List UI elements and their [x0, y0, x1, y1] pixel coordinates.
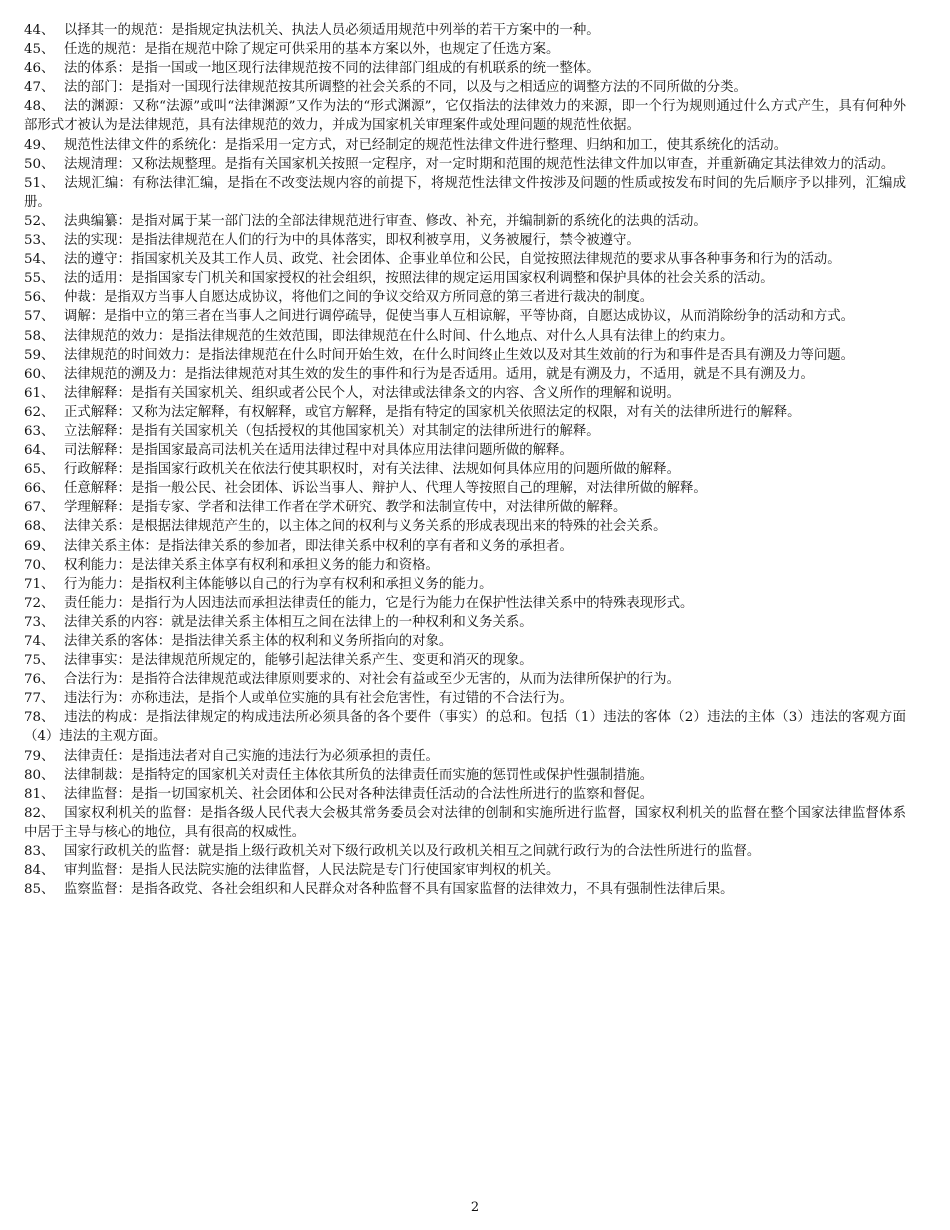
entry-text: 监察监督：是指各政党、各社会组织和人民群众对各种监督不具有国家监督的法律效力，不具有强制性法律后果。	[64, 882, 734, 898]
definition-entry	[24, 861, 906, 880]
definition-entry	[24, 250, 906, 269]
entry-number: 71、	[24, 576, 55, 592]
entry-text: 法律监督：是指一切国家机关、社会团体和公民对各种法律责任活动的合法性所进行的监察和督促。	[64, 786, 654, 802]
definition-entry	[24, 498, 906, 517]
entry-number: 70、	[24, 557, 55, 573]
entry-number: 56、	[24, 290, 55, 306]
definition-entry	[24, 59, 906, 78]
entry-text: 权利能力：是法律关系主体享有权利和承担义务的能力和资格。	[64, 557, 439, 573]
definition-entry	[24, 136, 906, 155]
definition-entry	[24, 422, 906, 441]
entry-text: 法律责任：是指违法者对自己实施的违法行为必须承担的责任。	[64, 748, 439, 764]
entry-number: 51、	[24, 175, 55, 191]
entry-number: 63、	[24, 423, 55, 439]
entry-number: 60、	[24, 366, 55, 382]
entry-text: 规范性法律文件的系统化：是指采用一定方式，对已经制定的规范性法律文件进行整理、归纳和加工，使其系统化的活动。	[64, 137, 788, 153]
entry-text: 法律关系：是根据法律规范产生的，以主体之间的权利与义务关系的形成表现出来的特殊的社会关系。	[64, 519, 667, 535]
entry-number: 54、	[24, 252, 55, 268]
entry-number: 64、	[24, 443, 55, 459]
definition-entry	[24, 384, 906, 403]
entry-text: 行为能力：是指权利主体能够以自己的行为享有权利和承担义务的能力。	[64, 576, 493, 592]
entry-number: 45、	[24, 42, 55, 58]
entry-text: 正式解释：又称为法定解释，有权解释，或官方解释，是指有特定的国家机关依照法定的权限，对有关的法律所进行的解释。	[64, 404, 801, 420]
entry-number: 81、	[24, 786, 55, 802]
definition-entry	[24, 670, 906, 689]
entry-text: 任选的规范：是指在规范中除了规定可供采用的基本方案以外，也规定了任选方案。	[64, 42, 560, 58]
entry-number: 44、	[24, 23, 55, 38]
entry-number: 69、	[24, 538, 55, 554]
entry-text: 法规汇编：有称法律汇编，是指在不改变法规内容的前提下，将规范性法律文件按涉及问题的性质或按发布时间的先后顺序予以排列，汇编成册。	[24, 175, 906, 210]
definitions-list	[24, 21, 906, 899]
definition-entry	[24, 632, 906, 651]
definition-entry	[24, 327, 906, 346]
entry-number: 50、	[24, 156, 55, 172]
entry-text: 仲裁：是指双方当事人自愿达成协议，将他们之间的争议交给双方所同意的第三者进行裁决的制度。	[64, 290, 654, 306]
definition-entry	[24, 880, 906, 899]
entry-text: 法律规范的效力：是指法律规范的生效范围，即法律规范在什么时间、什么地点、对什么人具有法律上的约束力。	[64, 328, 734, 344]
entry-text: 责任能力：是指行为人因违法而承担法律责任的能力，它是行为能力在保护性法律关系中的特殊表现形式。	[64, 595, 694, 611]
entry-number: 48、	[24, 99, 55, 115]
entry-number: 76、	[24, 672, 55, 688]
entry-number: 49、	[24, 137, 55, 153]
definition-entry	[24, 231, 906, 250]
definition-entry	[24, 708, 906, 746]
entry-text: 法律关系主体：是指法律关系的参加者，即法律关系中权利的享有者和义务的承担者。	[64, 538, 573, 554]
definition-entry	[24, 537, 906, 556]
entry-text: 调解：是指中立的第三者在当事人之间进行调停疏导，促使当事人互相谅解，平等协商，自愿达成协议，从而消除纷争的活动和方式。	[64, 309, 855, 325]
definition-entry	[24, 365, 906, 384]
entry-number: 62、	[24, 404, 55, 420]
definition-entry	[24, 556, 906, 575]
entry-number: 79、	[24, 748, 55, 764]
definition-entry	[24, 441, 906, 460]
entry-number: 66、	[24, 481, 55, 497]
entry-text: 法的部门：是指对一国现行法律规范按其所调整的社会关系的不同，以及与之相适应的调整方法的不同所做的分类。	[64, 80, 747, 96]
definition-entry	[24, 785, 906, 804]
definition-entry	[24, 613, 906, 632]
entry-number: 73、	[24, 614, 55, 630]
entry-number: 59、	[24, 347, 55, 363]
entry-number: 84、	[24, 863, 55, 879]
entry-text: 法律事实：是法律规范所规定的，能够引起法律关系产生、变更和消灭的现象。	[64, 653, 533, 669]
entry-text: 法律关系的内容：就是法律关系主体相互之间在法律上的一种权利和义务关系。	[64, 614, 533, 630]
definition-entry	[24, 403, 906, 422]
definition-entry	[24, 651, 906, 670]
entry-text: 立法解释：是指有关国家机关（包括授权的其他国家机关）对其制定的法律所进行的解释。	[64, 423, 600, 439]
entry-number: 65、	[24, 462, 55, 478]
definition-entry	[24, 307, 906, 326]
entry-number: 83、	[24, 844, 55, 860]
entry-number: 80、	[24, 767, 55, 783]
entry-text: 法的实现：是指法律规范在人们的行为中的具体落实，即权利被享用，义务被履行，禁令被遵守。	[64, 233, 640, 249]
entry-number: 55、	[24, 271, 55, 287]
entry-text: 法的渊源：又称“法源”或叫“法律渊源”又作为法的“形式渊源”，它仅指法的法律效力的来源，即一个行为规则通过什么方式产生，具有何种外部形式才被认为是法律规范，具有法律规范的效力，并成为国家机关审理案件或处理问题的规范性依据。	[24, 99, 906, 134]
entry-number: 47、	[24, 80, 55, 96]
entry-text: 法律解释：是指有关国家机关、组织或者公民个人，对法律或法律条文的内容、含义所作的理解和说明。	[64, 385, 680, 401]
entry-number: 67、	[24, 500, 55, 516]
definition-entry	[24, 747, 906, 766]
entry-text: 学理解释：是指专家、学者和法律工作者在学术研究、教学和法制宣传中，对法律所做的解释。	[64, 500, 627, 516]
entry-text: 法规清理：又称法规整理。是指有关国家机关按照一定程序，对一定时期和范围的规范性法律文件加以审查，并重新确定其法律效力的活动。	[64, 156, 895, 172]
entry-text: 司法解释：是指国家最高司法机关在适用法律过程中对具体应用法律问题所做的解释。	[64, 443, 573, 459]
entry-number: 68、	[24, 519, 55, 535]
entry-text: 任意解释：是指一般公民、社会团体、诉讼当事人、辩护人、代理人等按照自己的理解，对法律所做的解释。	[64, 481, 707, 497]
entry-text: 以择其一的规范：是指规定执法机关、执法人员必须适用规范中列举的若干方案中的一种。	[64, 23, 600, 38]
definition-entry	[24, 766, 906, 785]
definition-entry	[24, 594, 906, 613]
definition-entry	[24, 689, 906, 708]
entry-number: 82、	[24, 805, 55, 821]
entry-text: 违法的构成：是指法律规定的构成违法所必须具备的各个要件（事实）的总和。包括（1）违法的客体（2）违法的主体（3）违法的客观方面（4）违法的主观方面。	[24, 710, 906, 745]
entry-text: 国家权利机关的监督：是指各级人民代表大会极其常务委员会对法律的创制和实施所进行监督，国家权利机关的监督在整个国家法律监督体系中居于主导与核心的地位，具有很高的权威性。	[24, 805, 906, 840]
entry-number: 57、	[24, 309, 55, 325]
entry-number: 85、	[24, 882, 55, 898]
entry-text: 行政解释：是指国家行政机关在依法行使其职权时，对有关法律、法规如何具体应用的问题所做的解释。	[64, 462, 680, 478]
entry-text: 违法行为：亦称违法，是指个人或单位实施的具有社会危害性，有过错的不合法行为。	[64, 691, 573, 707]
entry-text: 审判监督：是指人民法院实施的法律监督，人民法院是专门行使国家审判权的机关。	[64, 863, 560, 879]
entry-number: 72、	[24, 595, 55, 611]
entry-text: 法律规范的时间效力：是指法律规范在什么时间开始生效，在什么时间终止生效以及对其生效前的行为和事件是否具有溯及力等问题。	[64, 347, 855, 363]
definition-entry	[24, 575, 906, 594]
definition-entry	[24, 78, 906, 97]
entry-number: 74、	[24, 634, 55, 649]
definition-entry	[24, 21, 906, 40]
entry-number: 77、	[24, 691, 55, 707]
entry-text: 法律规范的溯及力：是指法律规范对其生效的发生的事件和行为是否适用。适用，就是有溯及力，不适用，就是不具有溯及力。	[64, 366, 814, 382]
entry-number: 78、	[24, 710, 55, 726]
definition-entry	[24, 804, 906, 842]
definition-entry	[24, 212, 906, 231]
entry-text: 法的体系：是指一国或一地区现行法律规范按不同的法律部门组成的有机联系的统一整体。	[64, 61, 600, 77]
definition-entry	[24, 97, 906, 135]
definition-entry	[24, 346, 906, 365]
entry-number: 61、	[24, 385, 55, 401]
entry-number: 75、	[24, 653, 55, 669]
entry-number: 46、	[24, 61, 55, 77]
definition-entry	[24, 460, 906, 479]
definition-entry	[24, 269, 906, 288]
definition-entry	[24, 155, 906, 174]
definition-entry	[24, 517, 906, 536]
definition-entry	[24, 40, 906, 59]
entry-text: 国家行政机关的监督：就是指上级行政机关对下级行政机关以及行政机关相互之间就行政行为的合法性所进行的监督。	[64, 844, 761, 860]
definition-entry	[24, 842, 906, 861]
page-number: 2	[470, 1200, 480, 1215]
entry-number: 52、	[24, 213, 55, 229]
entry-text: 法律关系的客体：是指法律关系主体的权利和义务所指向的对象。	[64, 634, 453, 649]
entry-text: 法典编纂：是指对属于某一部门法的全部法律规范进行审查、修改、补充，并编制新的系统化的法典的活动。	[64, 213, 707, 229]
entry-text: 合法行为：是指符合法律规范或法律原则要求的、对社会有益或至少无害的，从而为法律所保护的行为。	[64, 672, 680, 688]
definition-entry	[24, 288, 906, 307]
entry-number: 58、	[24, 328, 55, 344]
definition-entry	[24, 479, 906, 498]
entry-text: 法律制裁：是指特定的国家机关对责任主体依其所负的法律责任而实施的惩罚性或保护性强制措施。	[64, 767, 654, 783]
entry-text: 法的遵守：指国家机关及其工作人员、政党、社会团体、企事业单位和公民，自觉按照法律规范的要求从事各种事务和行为的活动。	[64, 252, 841, 268]
entry-number: 53、	[24, 233, 55, 249]
entry-text: 法的适用：是指国家专门机关和国家授权的社会组织，按照法律的规定运用国家权利调整和保护具体的社会关系的活动。	[64, 271, 774, 287]
definition-entry	[24, 174, 906, 212]
